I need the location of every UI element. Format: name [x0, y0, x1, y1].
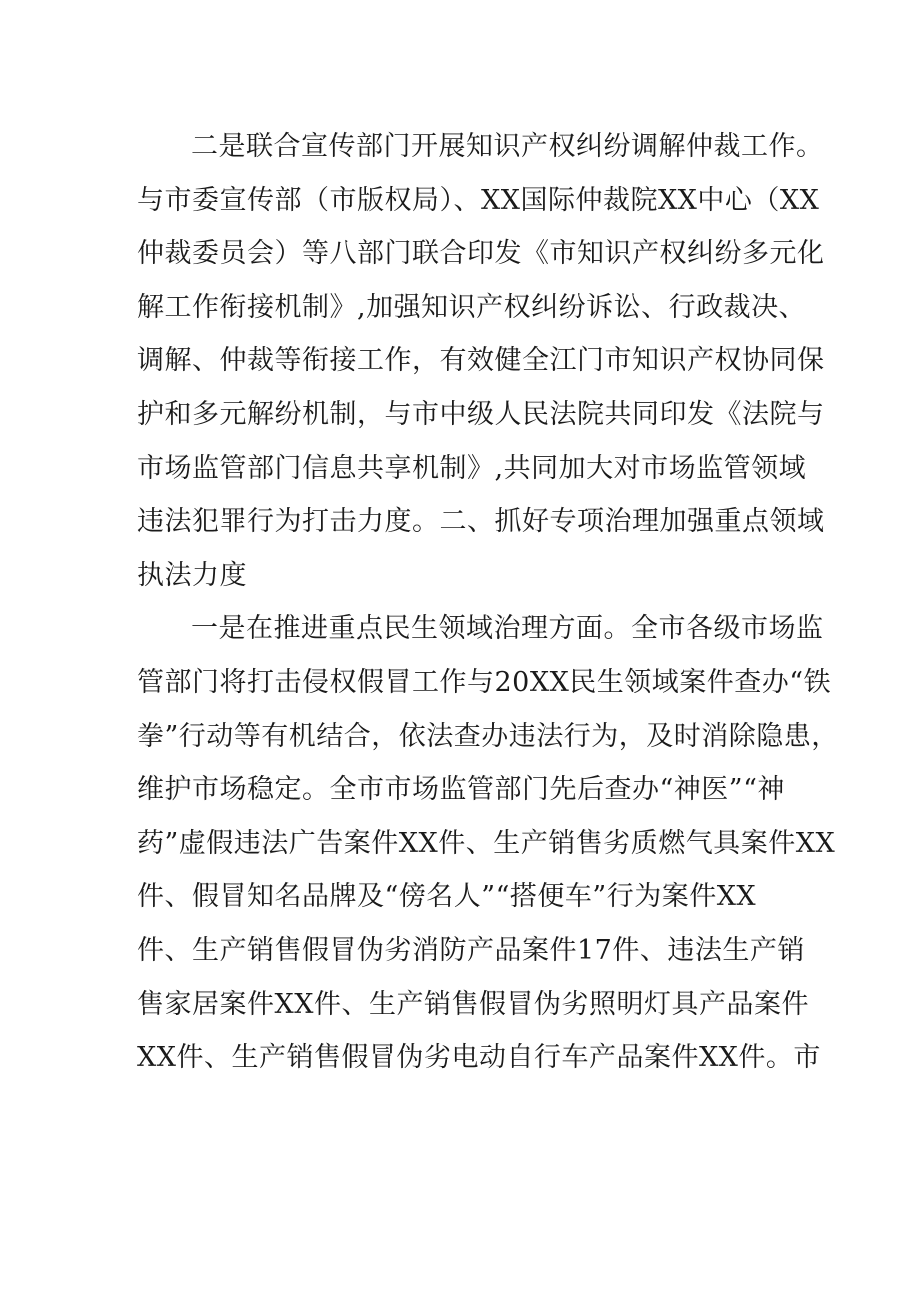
paragraph-line: 违法犯罪行为打击力度。二、抓好专项治理加强重点领域 — [137, 506, 825, 538]
paragraph-2 — [137, 602, 839, 1084]
paragraph-line: 二是联合宣传部门开展知识产权纠纷调解仲裁工作。 — [191, 131, 824, 162]
paragraph-line: 售家居案件XX件、生产销售假冒伪劣照明灯具产品案件 — [137, 988, 809, 1020]
paragraph-line: 件、生产销售假冒伪劣消防产品案件17件、违法生产销 — [137, 934, 805, 966]
paragraph-line: XX件、生产销售假冒伪劣电动自行车产品案件XX件。市 — [137, 1042, 821, 1074]
document-body — [137, 120, 839, 1085]
paragraph-line: 与市委宣传部（市版权局）、XX国际仲裁院XX中心（XX — [137, 184, 820, 216]
paragraph-line: 管部门将打击侵权假冒工作与20XX民生领域案件查办“铁 — [137, 666, 832, 698]
paragraph-line: 解工作衔接机制》,加强知识产权纠纷诉讼、行政裁决、 — [137, 291, 807, 323]
paragraph-line: 维护市场稳定。全市市场监管部门先后查办“神医”“神 — [137, 774, 785, 806]
paragraph-line: 药”虚假违法广告案件XX件、生产销售劣质燃气具案件XX — [137, 827, 836, 859]
paragraph-1 — [137, 120, 825, 602]
paragraph-line: 一是在推进重点民生领域治理方面。全市各级市场监 — [191, 613, 824, 645]
paragraph-line: 调解、仲裁等衔接工作，有效健全江门市知识产权协同保 — [137, 345, 825, 377]
paragraph-line: 执法力度 — [137, 559, 247, 591]
paragraph-line: 仲裁委员会）等八部门联合印发《市知识产权纠纷多元化 — [137, 238, 825, 270]
paragraph-line: 市场监管部门信息共享机制》,共同加大对市场监管领域 — [137, 452, 807, 484]
paragraph-line: 护和多元解纷机制，与市中级人民法院共同印发《法院与 — [137, 398, 825, 430]
paragraph-line: 件、假冒知名品牌及“傍名人”“搭便车”行为案件XX — [137, 881, 757, 913]
paragraph-line: 拳”行动等有机结合，依法查办违法行为，及时消除隐患， — [137, 720, 839, 752]
